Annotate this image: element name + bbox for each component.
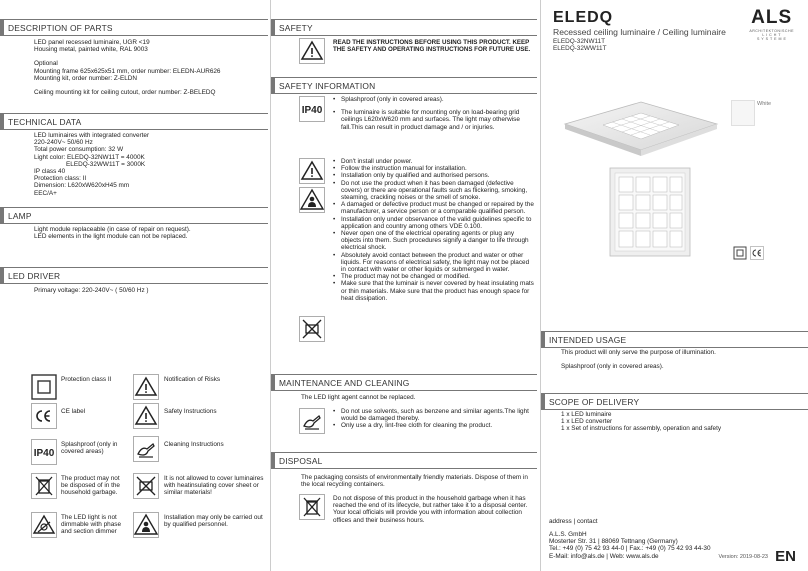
qualified-personnel-icon bbox=[133, 512, 159, 538]
list-item: • Absolutely avoid contact between the product and water or other liquids. For reasons of electrical safety, the light may not be placed in contact with water or other liquids or submerged in water. bbox=[333, 252, 535, 274]
legend-label: Notification of Risks bbox=[164, 376, 221, 383]
intended-text: This product will only serve the purpose of illumination. Splashproof (only in covered areas). bbox=[561, 349, 716, 371]
technical-text: LED luminaires with integrated converter 220-240V~ 50/60 Hz Total power consumption: 32 W Light color: ELEDQ-32NW11T = 4000K ELEDQ-32WW11T = 3000K IP class 40 Protection class: II Dimension: L620xW620xH45 mm EEC/A+ bbox=[34, 132, 150, 197]
legend-label: Cleaning Instructions bbox=[164, 441, 224, 448]
warning-icon bbox=[133, 374, 159, 400]
protection-class-ii-icon bbox=[733, 246, 747, 260]
list-item: • The luminaire is suitable for mounting only on load-bearing grid ceilings L620xW620 mm and surfaces. The light may otherwise fall.This can result in product damage and / or injuries. bbox=[333, 109, 535, 131]
list-item: • Installation only under observance of the valid guidelines specific to application and country among others VDE 0.100. bbox=[333, 216, 535, 230]
svg-text:IP40: IP40 bbox=[301, 105, 323, 116]
contact-text: A.L.S. GmbH Mosterter Str. 31 | 88069 Tettnang (Germany) Tel.: +49 (0) 75 42 93 44-0 | Fax.: +49 (0) 75 42 93 44-30 E-Mail: info@als.de | Web: www.als.de bbox=[549, 531, 711, 560]
ip40-icon bbox=[31, 439, 57, 465]
warning-icon bbox=[299, 158, 325, 184]
legend-label: Protection class II bbox=[61, 376, 112, 383]
no-cover-icon bbox=[133, 473, 159, 499]
driver-heading: LED DRIVER bbox=[0, 267, 268, 284]
weee-bin-icon bbox=[299, 494, 325, 520]
safety-warning: READ THE INSTRUCTIONS BEFORE USING THIS PRODUCT. KEEP THE SAFETY AND OPERATING INSTRUCTIONS FOR FUTURE USE. bbox=[333, 39, 531, 54]
legend-label: Safety Instructions bbox=[164, 408, 217, 415]
product-image bbox=[555, 98, 727, 268]
lamp-text: Light module replaceable (in case of repair on request). LED elements in the light module can not be replaced. bbox=[34, 226, 191, 241]
color-swatch bbox=[731, 100, 755, 126]
column-right bbox=[540, 0, 808, 571]
product-subtitle: Recessed ceiling luminaire / Ceiling luminaire bbox=[553, 27, 726, 37]
maintenance-list bbox=[333, 408, 535, 430]
no-cover-icon bbox=[299, 316, 325, 342]
weee-bin-icon bbox=[31, 473, 57, 499]
column-middle bbox=[270, 0, 538, 571]
product-codes: ELEDQ-32NW11T ELEDQ-32WW11T bbox=[553, 38, 607, 53]
lamp-heading: LAMP bbox=[0, 207, 268, 224]
column-left bbox=[0, 0, 268, 571]
disposal-product: Do not dispose of this product in the household garbage when it has reached the end of its lifecycle, but rather take it to a disposal center. Your local officials will provide you with information about collection offices and their business hours. bbox=[333, 495, 528, 524]
description-text: LED panel recessed luminaire, UGR <19 Housing metal, painted white, RAL 9003 Optional Mounting frame 625x625x51 mm, order number: ELEDN-AUR626 Mounting kit, order number: Z-ELDN Ceiling mounting kit for ceiling cutout, order number: Z-BELEDQ bbox=[34, 39, 221, 97]
color-label: White bbox=[757, 101, 772, 107]
maintenance-intro: The LED light agent cannot be replaced. bbox=[301, 394, 416, 401]
qualified-personnel-icon bbox=[299, 187, 325, 213]
description-heading: DESCRIPTION OF PARTS bbox=[0, 19, 268, 36]
version-label: Version: 2019-08-23 bbox=[718, 554, 768, 560]
legend-label: Installation may only be carried out by qualified personnel. bbox=[164, 514, 263, 529]
safety-info-heading: SAFETY INFORMATION bbox=[271, 77, 537, 94]
safety-info-list bbox=[333, 158, 535, 302]
driver-text: Primary voltage: 220-240V~ ( 50/60 Hz ) bbox=[34, 287, 149, 294]
contact-heading: address | contact bbox=[549, 518, 598, 525]
scope-text: 1 x LED luminaire 1 x LED converter 1 x Set of instructions for assembly, operation and safety bbox=[561, 411, 722, 433]
list-item: • Make sure that the luminair is never covered by heat insulating mats or thin materials. Make sure that the product has enough space for heat dissipation. bbox=[333, 280, 535, 302]
disposal-packaging: The packaging consists of environmentally friendly materials. Dispose of them in the local recycling containers. bbox=[301, 474, 528, 489]
legend-label: The LED light is not dimmable with phase and section dimmer bbox=[61, 514, 122, 536]
legend-label: Splashproof (only in covered areas) bbox=[61, 441, 118, 456]
brand-logo: ALS ARCHITEKTONISCHE L I C H T S Y S T E M E bbox=[749, 7, 794, 41]
maintenance-heading: MAINTENANCE AND CLEANING bbox=[271, 374, 537, 391]
no-dimmer-icon bbox=[31, 512, 57, 538]
list-item: • Splashproof (only in covered areas). bbox=[333, 96, 535, 103]
protection-class-ii-icon bbox=[31, 374, 57, 400]
product-title: ELEDQ bbox=[553, 9, 614, 26]
list-item: • Do not use the product when it has been damaged (defective covers) or there are operational faults such as flickering, smoking, steaming, crackling noises or the smell of smoke. bbox=[333, 180, 535, 202]
legend-label: The product may not be disposed of in the household garbage. bbox=[61, 475, 120, 497]
scope-heading: SCOPE OF DELIVERY bbox=[541, 393, 808, 410]
legend-label: It is not allowed to cover luminaires with heatinsulating cover sheet or similar materials! bbox=[164, 475, 264, 497]
svg-text:IP40: IP40 bbox=[33, 448, 55, 459]
ip40-icon bbox=[299, 96, 325, 122]
list-item: • Do not use solvents, such as benzene and similar agents.The light would be damaged thereby. bbox=[333, 408, 535, 422]
disposal-heading: DISPOSAL bbox=[271, 452, 537, 469]
ce-icon bbox=[750, 246, 764, 260]
list-item: • Installation only by qualified and authorised persons. bbox=[333, 172, 535, 179]
cleaning-icon bbox=[299, 408, 325, 434]
language-label: EN bbox=[775, 548, 796, 565]
list-item: • Never open one of the electrical operating agents or plug any objects into them. Such procedures signify a danger to life through electrical shock. bbox=[333, 230, 535, 252]
safety-ip-list bbox=[333, 96, 535, 131]
technical-heading: TECHNICAL DATA bbox=[0, 113, 268, 130]
list-item: • Follow the instruction manual for installation. bbox=[333, 165, 535, 172]
list-item: • Only use a dry, lint-free cloth for cleaning the product. bbox=[333, 422, 535, 429]
safety-heading: SAFETY bbox=[271, 19, 537, 36]
warning-icon bbox=[299, 38, 325, 64]
legend-label: CE label bbox=[61, 408, 86, 415]
list-item: • Don't install under power. bbox=[333, 158, 535, 165]
ce-icon bbox=[31, 403, 57, 429]
list-item: • A damaged or defective product must be changed or repaired by the manufacturer, a service person or a comparable qualified person. bbox=[333, 201, 535, 215]
cleaning-icon bbox=[133, 436, 159, 462]
intended-heading: INTENDED USAGE bbox=[541, 331, 808, 348]
safety-instructions-icon bbox=[133, 403, 159, 429]
list-item: • The product may not be changed or modified. bbox=[333, 273, 535, 280]
